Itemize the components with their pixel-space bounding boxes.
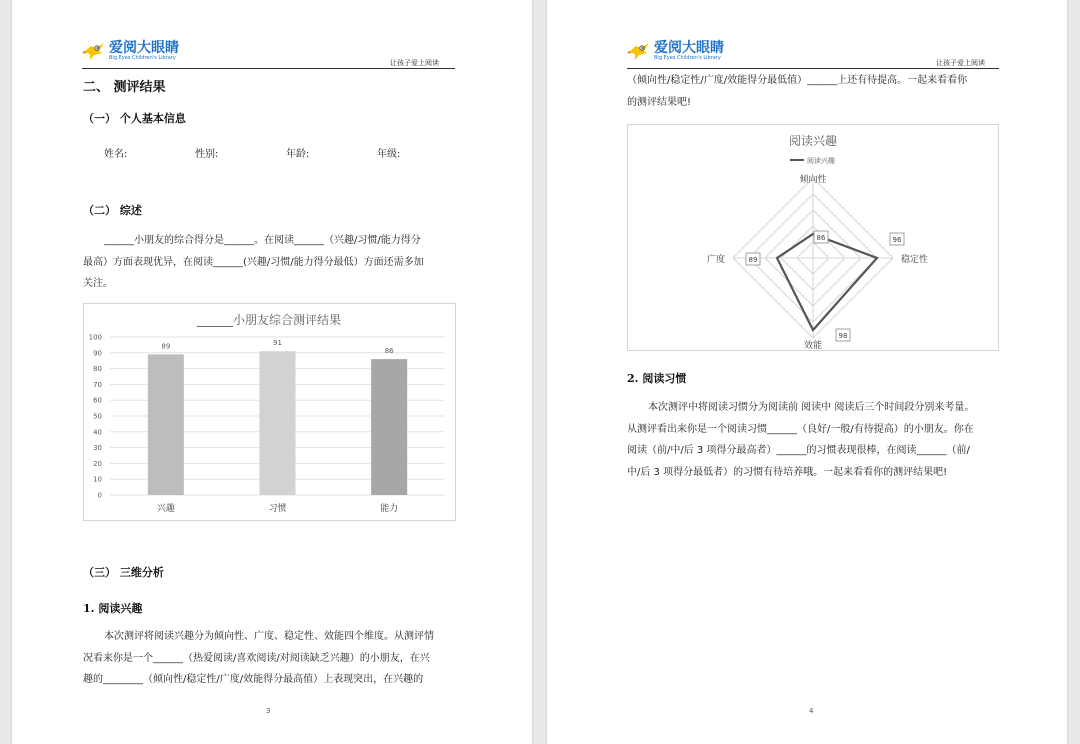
- summary-line: 最高）方面表现优异，在阅读______(兴趣/习惯/能力得分最低）方面还需多加: [83, 256, 424, 268]
- data-label: 86: [384, 347, 394, 356]
- field-gender: 性别:: [195, 149, 219, 160]
- value-label: 89: [748, 256, 758, 264]
- interest-line: 趣的________（倾向性/稳定性/广度/效能得分最高值）上表现突出，在兴趣的: [83, 674, 424, 685]
- bar-习惯: [260, 351, 296, 495]
- subsection-basic-info: （一） 个人基本信息: [83, 112, 186, 125]
- slogan: 让孩子爱上阅读: [936, 59, 985, 67]
- value-label: 86: [816, 234, 826, 242]
- subsection-analysis: （三） 三维分析: [83, 566, 164, 579]
- interest-line: 本次测评将阅读兴趣分为倾向性、广度、稳定性、效能四个维度。从测评情: [104, 631, 434, 642]
- item-reading-habit: 2. 阅读习惯: [627, 372, 687, 385]
- axis-label: 稳定性: [901, 255, 929, 265]
- legend-label: 阅读兴趣: [807, 157, 835, 165]
- radar-series-line: [777, 234, 877, 330]
- logo-en-text: Big Eyes Children's Library: [109, 55, 176, 61]
- text-line: （倾向性/稳定性/广度/效能得分最低值）______上还有待提高。一起来看看你: [627, 75, 968, 86]
- y-tick-label: 80: [93, 365, 102, 374]
- habit-line: 阅读（前/中/后 3 项得分最高者）______的习惯表现很棒，在阅读______（前/: [627, 445, 970, 456]
- axis-label: 倾向性: [799, 175, 827, 185]
- field-name: 姓名:: [104, 149, 128, 160]
- data-label: 91: [273, 339, 282, 348]
- y-tick-label: 50: [93, 412, 102, 421]
- summary-line: 关注。: [83, 278, 113, 289]
- bar-能力: [371, 359, 407, 495]
- x-tick-label: 能力: [380, 504, 399, 514]
- data-label: 89: [161, 342, 171, 351]
- y-tick-label: 10: [93, 475, 102, 484]
- habit-paragraph: [627, 397, 1005, 483]
- item-reading-interest: 1. 阅读兴趣: [83, 602, 143, 615]
- logo-en-text: Big Eyes Children's Library: [654, 55, 721, 61]
- radar-chart-box: [627, 124, 999, 351]
- radar-chart: [628, 125, 998, 350]
- axis-label: 广度: [706, 255, 725, 265]
- header-rule: [627, 68, 999, 69]
- interest-paragraph: [83, 626, 461, 691]
- field-grade: 年级:: [377, 149, 401, 160]
- page-3: [12, 0, 532, 744]
- logo-cn-text: 爱阅大眼睛: [654, 40, 724, 56]
- y-tick-label: 0: [97, 491, 102, 500]
- axis-label: 效能: [803, 341, 823, 350]
- text-line: 的测评结果吧!: [627, 96, 692, 108]
- bird-logo-icon: [82, 40, 106, 62]
- subsection-summary: （二） 综述: [83, 204, 142, 217]
- habit-line: 从测评看出来你是一个阅读习惯______（良好/一般/有待提高）的小朋友。你在: [627, 423, 974, 435]
- slogan: 让孩子爱上阅读: [390, 59, 439, 67]
- bar-chart-box: [83, 303, 456, 521]
- chart-title: 阅读兴趣: [788, 134, 838, 148]
- interest-line: 况看来你是一个______（热爱阅读/喜欢阅读/对阅读缺乏兴趣）的小朋友，在兴: [83, 652, 430, 664]
- interest-continued: [627, 70, 1005, 113]
- brand-logo: [82, 40, 179, 62]
- y-tick-label: 20: [93, 459, 102, 468]
- logo-cn-text: 爱阅大眼睛: [109, 40, 179, 56]
- page-number: 3: [266, 707, 271, 715]
- field-age: 年龄:: [286, 149, 310, 160]
- y-tick-label: 90: [93, 349, 102, 358]
- bar-兴趣: [148, 354, 184, 495]
- habit-line: 中/后 3 项得分最低者）的习惯有待培养哦。一起来看看你的测评结果吧!: [627, 466, 948, 478]
- value-label: 98: [838, 332, 848, 340]
- y-tick-label: 70: [93, 380, 102, 389]
- chart-title: ______小朋友综合测评结果: [196, 313, 342, 327]
- bird-logo-icon: [627, 40, 651, 62]
- x-tick-label: 习惯: [268, 504, 287, 514]
- page-4: [547, 0, 1067, 744]
- summary-line: ______小朋友的综合得分是______。在阅读______（兴趣/习惯/能力得分: [104, 235, 421, 246]
- y-tick-label: 30: [93, 444, 102, 453]
- habit-line: 本次测评中将阅读习惯分为阅读前 阅读中 阅读后三个时间段分别来考量。: [648, 402, 975, 413]
- y-tick-label: 40: [93, 428, 102, 437]
- value-label: 96: [892, 236, 902, 244]
- bar-chart: [84, 304, 455, 520]
- summary-paragraph: [83, 230, 461, 295]
- page-number: 4: [809, 707, 814, 715]
- header-rule: [82, 68, 455, 69]
- y-tick-label: 100: [88, 333, 102, 342]
- y-tick-label: 60: [93, 396, 102, 405]
- brand-logo: [627, 40, 724, 62]
- section-title: 二、 测评结果: [83, 80, 166, 95]
- x-tick-label: 兴趣: [156, 504, 175, 514]
